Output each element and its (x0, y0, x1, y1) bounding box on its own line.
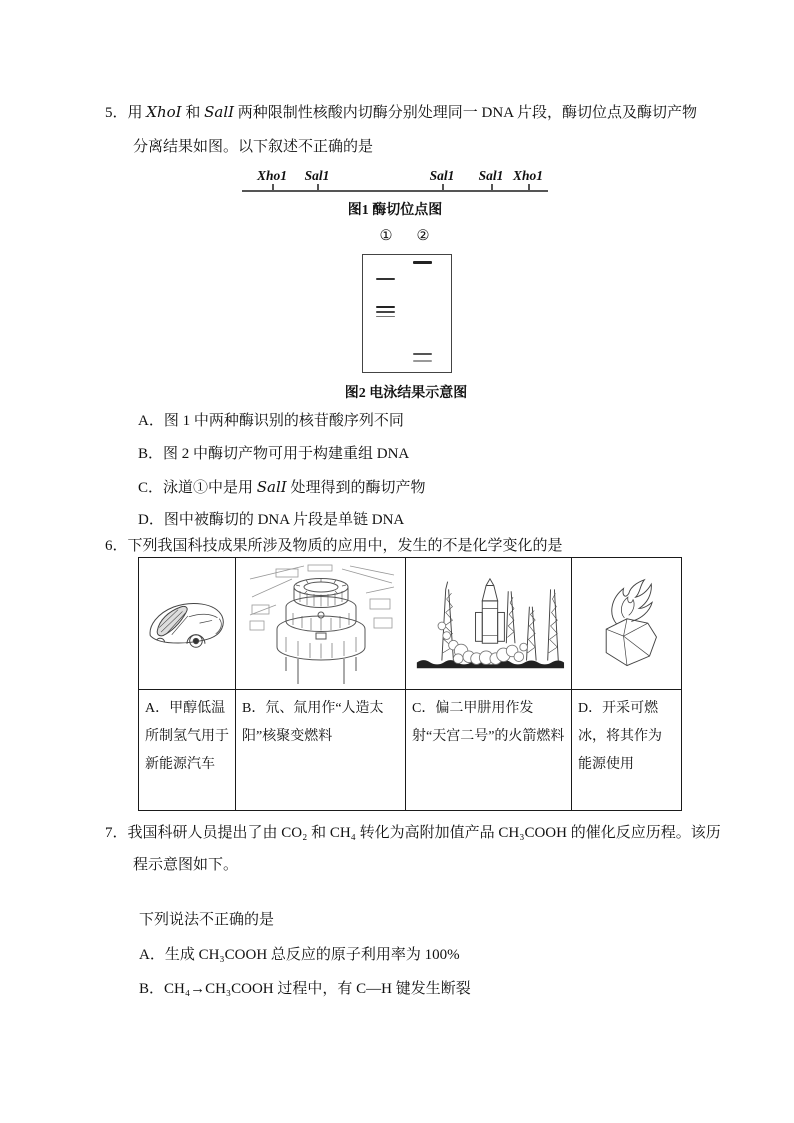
q5-stem-line1 (105, 102, 697, 124)
rocket-launch-image (413, 574, 565, 674)
q6-image-row (139, 558, 682, 690)
gel-box (362, 254, 452, 373)
q5-option-b: B．图 2 中酶切产物可用于构建重组 DNA (138, 446, 410, 462)
q7-option-a: A．生成 CH₃COOH 总反应的原子利用率为 100% (139, 947, 460, 963)
fig1-enzyme-label: Sal1 (429, 168, 455, 183)
q7-stem-line1 (105, 823, 721, 844)
figure2-gel (344, 228, 468, 413)
figure1-restriction-map (242, 168, 548, 220)
q5-option-c-text: C．泳道①中是用 (138, 480, 257, 496)
q7-stem-text: 我国科研人员提出了由 CO₂ 和 CH₄ 转化为高附加值产品 CH₃COOH 的催化反应历程。该历 (127, 825, 721, 841)
table-cell-image-b (236, 558, 406, 690)
q7-stem-line2: 程示意图如下。 (133, 857, 239, 873)
gel-band-lane1 (376, 278, 395, 280)
q5-number: 5． (105, 105, 128, 121)
q5-option-c (138, 477, 425, 499)
q5-stem-text: 两种限制性核酸内切酶分别处理同一 DNA 片段，酶切位点及酶切产物 (234, 105, 697, 121)
q6-number: 6． (105, 538, 128, 554)
gel-band-lane1 (376, 306, 395, 308)
fig1-enzyme-label: Sal1 (478, 168, 504, 183)
fig2-caption: 图2 电泳结果示意图 (344, 386, 468, 401)
lane2-label: ② (416, 228, 430, 244)
lane1-label: ① (379, 228, 393, 244)
enzyme-sali: SalI (204, 103, 235, 121)
q5-option-d: D．图中被酶切的 DNA 片段是单链 DNA (138, 512, 405, 528)
q6-stem-text: 下列我国科技成果所涉及物质的应用中，发生的不是化学变化的是 (127, 538, 563, 554)
fig1-cut-site-tick (317, 184, 319, 191)
gel-band-lane2 (413, 261, 432, 264)
q6-table (138, 557, 682, 811)
table-cell-image-d (572, 558, 682, 690)
table-cell-image-a (139, 558, 236, 690)
fig1-enzyme-label: Xho1 (512, 168, 544, 183)
q7-option-b: B．CH₄→CH₃COOH 过程中，有 C—H 键发生断裂 (139, 981, 471, 997)
q6-option-a: A．甲醇低温所制氢气用于新能源汽车 (145, 701, 229, 772)
q6-option-d: D．开采可燃冰，将其作为能源使用 (578, 701, 662, 772)
fig1-dna-line (242, 190, 548, 192)
fig1-cut-site-tick (528, 184, 530, 191)
fig1-cut-site-tick (272, 184, 274, 191)
q6-option-b: B．氘、氚用作“人造太阳”核聚变燃料 (242, 701, 384, 744)
q6-stem (105, 536, 563, 557)
table-cell-caption-d (572, 690, 682, 811)
enzyme-xhoi: XhoI (146, 103, 182, 121)
fig1-caption: 图1 酶切位点图 (347, 203, 443, 218)
tokamak-reactor-image (245, 563, 397, 685)
q5-stem-text: 和 (181, 105, 205, 121)
q5-stem-line2: 分离结果如图。以下叙述不正确的是 (133, 139, 374, 155)
q5-option-c-text: 处理得到的酶切产物 (286, 480, 426, 496)
hydrogen-car-image (144, 593, 230, 655)
table-cell-caption-a (139, 690, 236, 811)
enzyme-sali: SalI (256, 478, 287, 496)
fig1-cut-site-tick (491, 184, 493, 191)
q6-caption-row (139, 690, 682, 811)
q5-option-a: A．图 1 中两种酶识别的核苷酸序列不同 (138, 413, 404, 429)
fig1-cut-site-tick (442, 184, 444, 191)
gel-band-lane2 (413, 353, 432, 355)
table-cell-caption-b (236, 690, 406, 811)
q5-stem-text: 用 (127, 105, 147, 121)
q7-prompt: 下列说法不正确的是 (139, 912, 275, 928)
table-cell-caption-c (406, 690, 572, 811)
q7-number: 7． (105, 825, 128, 841)
gel-band-lane1 (376, 316, 395, 318)
gel-band-lane1 (376, 311, 395, 313)
fig1-enzyme-label: Xho1 (256, 168, 288, 183)
gel-band-lane2 (413, 360, 432, 362)
table-cell-image-c (406, 558, 572, 690)
q6-option-c: C．偏二甲肼用作发射“天宫二号”的火箭燃料 (412, 701, 565, 744)
burning-ice-image (588, 568, 666, 680)
fig1-enzyme-label: Sal1 (304, 168, 330, 183)
